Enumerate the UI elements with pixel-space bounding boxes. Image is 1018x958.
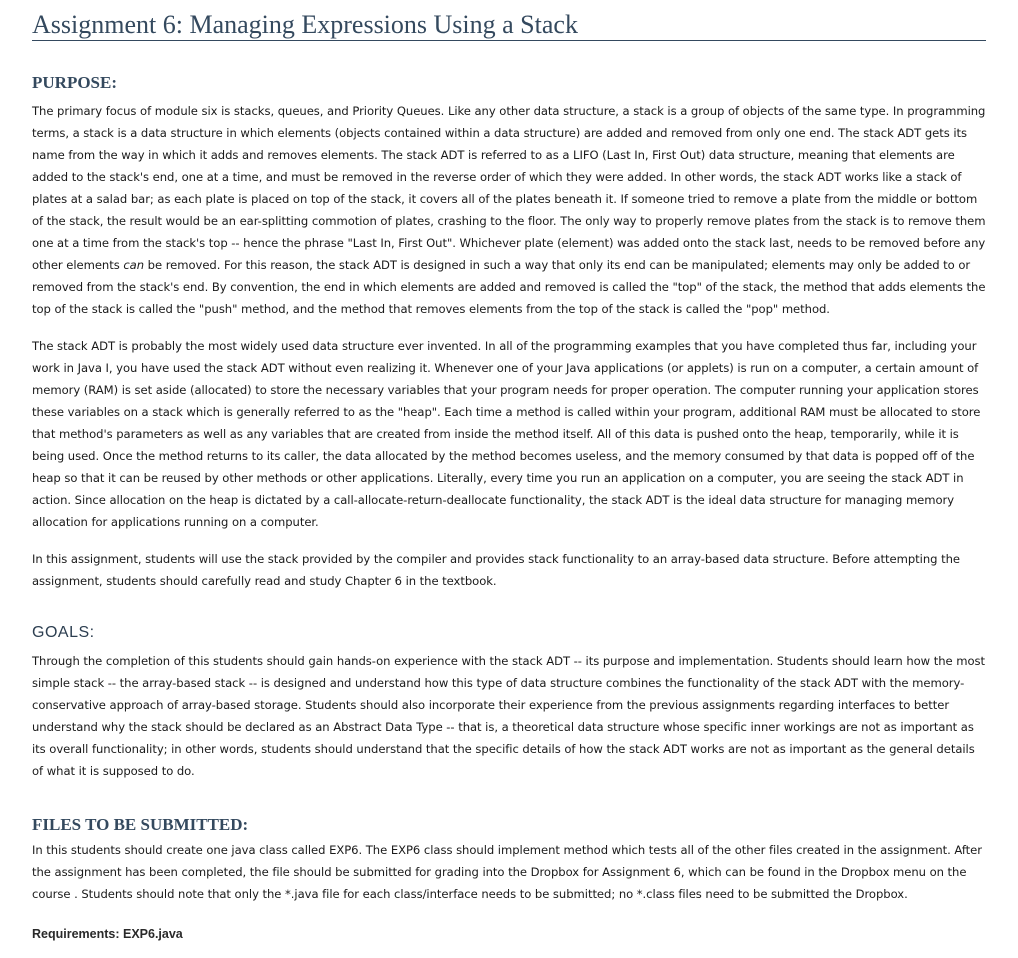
goals-paragraph: Through the completion of this students should gain hands-on experience with the stack ADT -- its purpose and implementation. Students should learn how the most simple stack -- the array-based stack -- is designed and understand how this type of data structure combines the functionality of the stack ADT with the memory-conservative approach of array-based storage. Students should also incorporate their experience from the previous assignments regarding interfaces to better understand why the stack should be declared as an Abstract Data Type -- that is, a theoretical data structure whose specific inner workings are not as important as its overall functionality; in other words, students should understand that the specific details of how the stack ADT works are not as important as the general details of what it is supposed to do. bbox=[32, 654, 986, 778]
files-heading: FILES TO BE SUBMITTED: bbox=[32, 815, 249, 834]
assignment-page bbox=[32, 8, 986, 943]
requirements-line: Requirements: EXP6.java bbox=[32, 927, 183, 941]
purpose-paragraph-1-text-a: The primary focus of module six is stacks, queues, and Priority Queues. Like any other data structure, a stack is a group of objects of the same type. In programming terms, a stack is a data structure in which elements (objects contained within a data structure) are added and removed from only one end. The stack ADT gets its name from the way in which it adds and removes elements. The stack ADT is referred to as a LIFO (Last In, First Out) data structure, meaning that elements are added to the stack's end, one at a time, and must be removed in the reverse order of which they were added. In other words, the stack ADT works like a stack of plates at a salad bar; as each plate is placed on top of the stack, it covers all of the plates beneath it. If someone tried to remove a plate from the middle or bottom of the stack, the result would be an ear-splitting commotion of plates, crashing to the floor. The only way to properly remove plates from the stack is to remove them one at a time from the stack's top -- hence the phrase "Last In, First Out". Whichever plate (element) was added onto the stack last, needs to be removed before any other elements bbox=[32, 104, 986, 272]
emphasis-can: can bbox=[123, 258, 145, 272]
purpose-paragraph-1 bbox=[32, 100, 986, 320]
purpose-paragraph-2: The stack ADT is probably the most widely used data structure ever invented. In all of the programming examples that you have completed thus far, including your work in Java I, you have used the stack ADT without even realizing it. Whenever one of your Java applications (or applets) is run on a computer, a certain amount of memory (RAM) is set aside (allocated) to store the necessary variables that your program needs for proper operation. The computer running your application stores these variables on a stack which is generally referred to as the "heap". Each time a method is called within your program, additional RAM must be allocated to store that method's parameters as well as any variables that are created from inside the method itself. All of this data is pushed onto the heap, temporarily, while it is being used. Once the method returns to its caller, the data allocated by the method becomes useless, and the memory consumed by that data is popped off of the heap so that it can be reused by other methods or other applications. Literally, every time you run an application on a computer, you are seeing the stack ADT in action. Since allocation on the heap is dictated by a call-allocate-return-deallocate functionality, the stack ADT is the ideal data structure for managing memory allocation for applications running on a computer. bbox=[32, 339, 981, 529]
purpose-paragraph-3: In this assignment, students will use the stack provided by the compiler and provides stack functionality to an array-based data structure. Before attempting the assignment, students should carefully read and study Chapter 6 in the textbook. bbox=[32, 552, 960, 588]
purpose-heading: PURPOSE: bbox=[32, 73, 117, 92]
purpose-paragraph-1-text-b: be removed. For this reason, the stack ADT is designed in such a way that only its end can be manipulated; elements may only be added to or removed from the stack's end. By convention, the end in which elements are added and removed is called the "top" of the stack, the method that adds elements the top of the stack is called the "push" method, and the method that removes elements from the top of the stack is called the "pop" method. bbox=[32, 258, 986, 316]
files-paragraph: In this students should create one java class called EXP6. The EXP6 class should implement method which tests all of the other files created in the assignment. After the assignment has been completed, the file should be submitted for grading into the Dropbox for Assignment 6, which can be found in the Dropbox menu on the course . Students should note that only the *.java file for each class/interface needs to be submitted; no *.class files need to be submitted the Dropbox. bbox=[32, 843, 982, 901]
goals-heading: GOALS: bbox=[32, 624, 95, 641]
page-title: Assignment 6: Managing Expressions Using a Stack bbox=[32, 8, 986, 41]
